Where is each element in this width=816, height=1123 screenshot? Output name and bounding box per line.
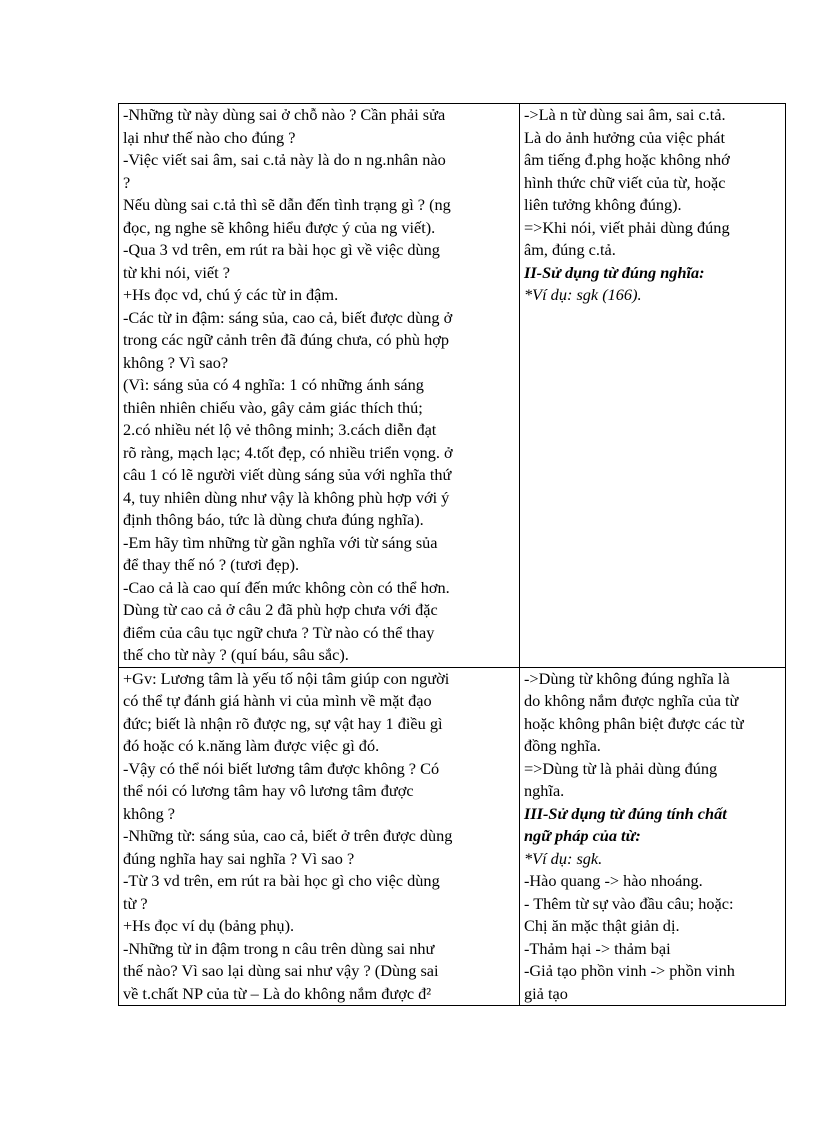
text-line: Chị ăn mặc thật giản dị. [524,916,680,935]
example-ref: *Ví dụ: sgk. [524,848,603,868]
text-line: đúng nghĩa hay sai nghĩa ? Vì sao ? [123,848,355,868]
content-cell [520,667,786,1006]
text-line: 2.có nhiều nét lộ vẻ thông minh; 3.cách diễn đạt [123,420,437,439]
text-line: từ ? [123,893,148,913]
text-line: -Giả tạo phồn vinh -> phồn vinh [524,961,735,980]
text-line: định thông báo, tức là dùng chưa đúng nghĩa). [123,510,424,529]
text-line: đó hoặc có k.năng làm được việc gì đó. [123,736,380,755]
text-line: rõ ràng, mạch lạc; 4.tốt đẹp, có nhiều triển vọng. ở [123,442,453,462]
table-row [119,667,786,1006]
text-line: điểm của câu tục ngữ chưa ? Từ nào có thể thay [123,622,435,642]
text-line: =>Khi nói, viết phải dùng đúng [524,217,730,237]
text-line: thế cho từ này ? (quí báu, sâu sắc). [123,645,349,664]
text-line: -Những từ in đậm trong n câu trên dùng sai như [123,938,435,958]
text-line: nghĩa. [524,781,565,800]
section-heading: II-Sử dụng từ đúng nghĩa: [524,262,705,282]
text-line: Là do ảnh hưởng của việc phát [524,127,725,147]
text-line: ->Là n từ dùng sai âm, sai c.tả. [524,105,726,124]
text-line: 4, tuy nhiên dùng như vậy là không phù hợp với ý [123,487,450,507]
text-line: -Qua 3 vd trên, em rút ra bài học gì về việc dùng [123,240,440,259]
text-line: câu 1 có lẽ người viết dùng sáng sủa với nghĩa thứ [123,465,452,484]
text-line: hình thức chữ viết của từ, hoặc [524,172,726,192]
section-heading: ngữ pháp của từ: [524,826,641,845]
text-line: Dùng từ cao cả ở câu 2 đã phù hợp chưa với đặc [123,600,438,619]
text-line: =>Dùng từ là phải dùng đúng [524,758,718,778]
text-line: thiên nhiên chiếu vào, gây cảm giác thích thú; [123,397,423,417]
activity-cell [119,104,520,668]
text-line: +Hs đọc vd, chú ý các từ in đậm. [123,285,339,304]
text-line: -Việc viết sai âm, sai c.tả này là do n ng.nhân nào [123,150,446,169]
lesson-table [118,103,786,1006]
text-line: lại như thế nào cho đúng ? [123,127,296,147]
text-line: (Vì: sáng sủa có 4 nghĩa: 1 có những ánh sáng [123,375,424,394]
text-line: thể nói có lương tâm hay vô lương tâm được [123,781,414,800]
text-line: do không nắm được nghĩa của từ [524,691,739,710]
text-line: -Từ 3 vd trên, em rút ra bài học gì cho việc dùng [123,871,440,890]
text-line: để thay thế nó ? (tươi đẹp). [123,555,300,574]
text-line: -Hào quang -> hào nhoáng. [524,871,703,890]
activity-cell [119,667,520,1006]
text-line: +Hs đọc ví dụ (bảng phụ). [123,916,295,935]
text-line: đồng nghĩa. [524,736,601,755]
table-row [119,104,786,668]
text-line: -Cao cả là cao quí đến mức không còn có thể hơn. [123,577,450,597]
text-line: -Thảm hại -> thảm bại [524,938,671,958]
text-line: về t.chất NP của từ – Là do không nắm được đ² [123,983,432,1003]
text-line: không ? Vì sao? [123,352,229,372]
text-line: ? [123,172,131,192]
text-line: đức; biết là nhận rõ được ng, sự vật hay 1 điều gì [123,713,443,733]
text-line: -Em hãy tìm những từ gần nghĩa với từ sáng sủa [123,532,438,552]
text-line: +Gv: Lương tâm là yếu tố nội tâm giúp con người [123,668,450,688]
text-line: có thể tự đánh giá hành vi của mình về mặt đạo [123,691,432,710]
text-line: liên tưởng không đúng). [524,195,682,214]
text-line: đọc, ng nghe sẽ không hiểu được ý của ng viết). [123,217,436,237]
text-line: thế nào? Vì sao lại dùng sai như vậy ? (Dùng sai [123,961,439,980]
text-line: hoặc không phân biệt được các từ [524,713,744,733]
text-line: từ khi nói, viết ? [123,262,230,282]
text-line: giả tạo [524,983,568,1003]
text-line: Nếu dùng sai c.tả thì sẽ dẫn đến tình trạng gì ? (ng [123,195,451,214]
text-line: trong các ngữ cảnh trên đã đúng chưa, có phù hợp [123,330,449,349]
text-line: âm, đúng c.tả. [524,240,616,259]
text-line: -Những từ này dùng sai ở chỗ nào ? Cần phải sửa [123,105,446,124]
text-line: -Các từ in đậm: sáng sủa, cao cả, biết được dùng ở [123,307,453,327]
text-line: ->Dùng từ không đúng nghĩa là [524,668,730,688]
text-line: -Vậy có thể nói biết lương tâm được không ? Có [123,758,440,778]
text-line: không ? [123,803,175,823]
section-heading: III-Sử dụng từ đúng tính chất [524,803,727,823]
text-line: âm tiếng đ.phg hoặc không nhớ [524,150,730,169]
text-line: -Những từ: sáng sủa, cao cả, biết ở trên được dùng [123,826,453,845]
text-line: - Thêm từ sự vào đầu câu; hoặc: [524,893,734,913]
example-ref: *Ví dụ: sgk (166). [524,285,642,304]
content-cell [520,104,786,668]
